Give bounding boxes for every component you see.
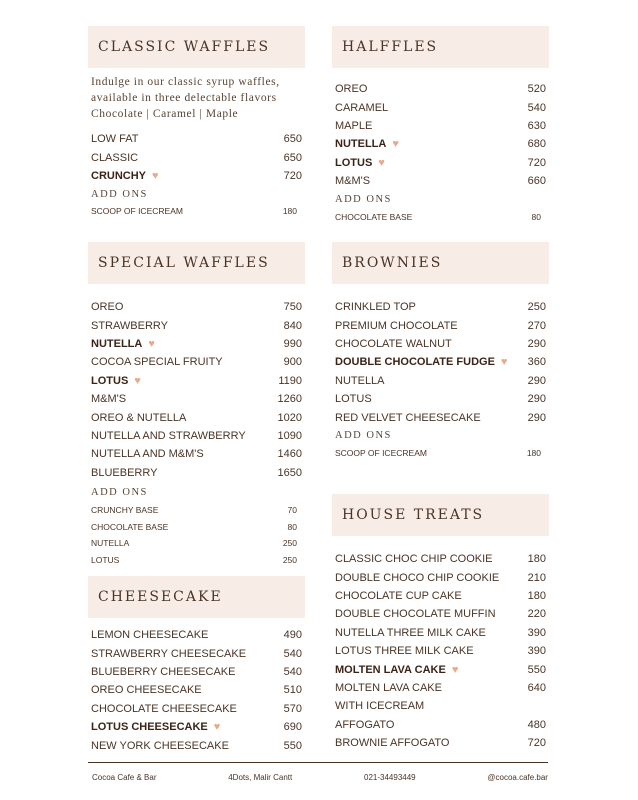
menu-item-label: M&M'S	[91, 393, 127, 406]
menu-item-name	[91, 684, 202, 696]
menu-item-label: COCOA SPECIAL FRUITY	[91, 356, 223, 369]
menu-item	[88, 736, 305, 754]
menu-item-label: OREO CHEESECAKE	[91, 684, 202, 697]
menu-item	[332, 298, 549, 316]
menu-item-label: BLUEBERRY	[91, 466, 158, 479]
heart-icon: ♥	[152, 169, 159, 182]
menu-item-price: 660	[527, 175, 546, 188]
menu-item-label: CHOCOLATE CUP CAKE	[335, 589, 462, 602]
menu-item	[88, 644, 305, 662]
menu-item-price: 540	[283, 665, 302, 678]
menu-item-name	[91, 393, 126, 405]
section-title: SPECIAL WAFFLES	[88, 242, 305, 284]
menu-item-label: LOTUS	[335, 156, 373, 169]
menu-item-name	[91, 412, 186, 424]
addon-item-name: LOTUS	[91, 554, 120, 565]
addon-item-name: NUTELLA	[91, 538, 130, 549]
menu-item-price: 900	[283, 356, 302, 369]
footer-phone: 021-34493449	[364, 773, 416, 782]
menu-item-name	[335, 375, 385, 387]
menu-item	[332, 605, 549, 623]
menu-item-price: 1650	[277, 466, 302, 479]
addons-label: ADD ONS	[335, 193, 392, 205]
menu-item	[88, 298, 305, 316]
menu-item-price: 210	[527, 571, 546, 584]
menu-item	[88, 372, 305, 390]
menu-item-price: 720	[283, 169, 302, 182]
menu-item-price: 270	[527, 319, 546, 332]
menu-item	[332, 697, 549, 715]
menu-item	[332, 642, 549, 660]
menu-item-label: M&M'S	[335, 175, 371, 188]
menu-item-name	[91, 648, 246, 660]
menu-item-price: 720	[527, 156, 546, 169]
menu-item	[332, 135, 549, 153]
menu-item	[332, 568, 549, 586]
section-classic-waffles	[88, 26, 305, 220]
menu-item-label: STRAWBERRY CHEESECAKE	[91, 647, 247, 660]
menu-item-label: NUTELLA	[91, 337, 143, 350]
menu-item-label: NUTELLA	[335, 374, 385, 387]
menu-item-label: OREO & NUTELLA	[91, 411, 187, 424]
menu-item-price: 840	[283, 319, 302, 332]
menu-item-label: DOUBLE CHOCO CHIP COOKIE	[335, 571, 500, 584]
menu-item-price: 630	[527, 119, 546, 132]
footer-cafe-name: Cocoa Cafe & Bar	[92, 773, 157, 782]
menu-item-name	[91, 338, 155, 350]
menu-item-price: 510	[283, 684, 302, 697]
menu-item-label: CLASSIC CHOC CHIP COOKIE	[335, 553, 493, 566]
menu-item	[332, 172, 549, 190]
menu-item	[332, 154, 549, 172]
menu-item-name	[335, 664, 458, 676]
heart-icon: ♥	[500, 356, 508, 369]
menu-item-label: NUTELLA AND STRAWBERRY	[91, 429, 246, 442]
menu-item-label: RED VELVET CHEESECAKE	[335, 411, 481, 424]
menu-item-label: LOTUS CHEESECAKE	[91, 721, 208, 734]
menu-item-label: DOUBLE CHOCOLATE MUFFIN	[335, 608, 496, 621]
menu-item-price: 480	[527, 718, 546, 731]
menu-item-price: 1090	[277, 429, 302, 442]
addon-item-price: 180	[526, 447, 541, 458]
menu-item	[88, 700, 305, 718]
menu-item-name	[335, 301, 416, 313]
menu-item-price: 720	[527, 737, 546, 750]
addons-label: ADD ONS	[91, 487, 148, 499]
menu-item-name	[335, 645, 474, 657]
footer-address: 4Dots, Malir Cantt	[228, 773, 293, 782]
addon-item-price: 250	[282, 554, 297, 565]
section-brownies	[332, 242, 549, 461]
heart-icon: ♥	[392, 138, 399, 151]
menu-item-price: 1190	[278, 374, 302, 387]
menu-item	[88, 316, 305, 334]
menu-item-name	[335, 120, 372, 132]
menu-item-label: MAPLE	[335, 119, 373, 132]
menu-item-name	[335, 157, 385, 169]
menu-item-name	[335, 175, 370, 187]
menu-item-price: 540	[283, 647, 302, 660]
menu-item	[332, 353, 549, 371]
menu-item-name	[335, 83, 367, 95]
menu-item-price: 690	[283, 721, 302, 734]
menu-item-label: CLASSIC	[91, 151, 139, 164]
menu-item-label: CHOCOLATE WALNUT	[335, 337, 452, 350]
section-title: CHEESECAKE	[88, 576, 305, 618]
menu-item-name	[91, 703, 237, 715]
menu-item-price: 640	[527, 681, 546, 694]
menu-item	[332, 734, 549, 752]
menu-item	[88, 390, 305, 408]
addon-item-price: 180	[282, 206, 297, 217]
addon-item-price: 80	[531, 211, 541, 222]
menu-item-label: MOLTEN LAVA CAKE	[335, 681, 442, 694]
addons-label: ADD ONS	[335, 430, 392, 442]
addon-item-name: SCOOP OF ICECREAM	[91, 206, 183, 217]
menu-item	[332, 624, 549, 642]
addon-item-price: 250	[282, 538, 297, 549]
menu-item	[332, 372, 549, 390]
menu-item-name	[335, 682, 442, 694]
section-description: Indulge in our classic syrup waffles, available in three delectable flavors Chocolate | Caramel | Maple	[91, 76, 280, 120]
menu-item-label: BROWNIE AFFOGATO	[335, 737, 450, 750]
menu-item-label: LOTUS	[91, 374, 129, 387]
menu-item-name	[91, 320, 168, 332]
menu-item-price: 750	[283, 301, 302, 314]
addon-item	[88, 502, 305, 519]
menu-item-name	[335, 572, 499, 584]
menu-item	[88, 408, 305, 426]
heart-icon: ♥	[378, 156, 385, 169]
menu-item-price: 1260	[277, 393, 302, 406]
addon-item	[88, 551, 305, 568]
menu-item-name	[91, 301, 123, 313]
menu-item-name	[335, 737, 450, 749]
addon-item	[332, 208, 549, 225]
menu-item	[88, 427, 305, 445]
menu-item-name	[335, 700, 424, 712]
menu-item-name	[335, 719, 395, 731]
left-column	[88, 26, 305, 752]
menu-item	[332, 316, 549, 334]
menu-item	[332, 716, 549, 734]
menu-item-label: AFFOGATO	[335, 718, 395, 731]
menu-item-label: DOUBLE CHOCOLATE FUDGE	[335, 356, 495, 369]
addon-item-name: CHOCOLATE BASE	[91, 521, 169, 532]
menu-item	[332, 550, 549, 568]
menu-item-name	[335, 393, 372, 405]
menu-item-price: 390	[527, 626, 546, 639]
section-special-waffles	[88, 242, 305, 568]
right-column	[332, 26, 549, 750]
menu-item-price: 990	[283, 337, 302, 350]
menu-item	[332, 408, 549, 426]
menu-item-name	[335, 412, 481, 424]
menu-item-price: 360	[527, 356, 546, 369]
menu-item-label: LOTUS	[335, 393, 372, 406]
menu-item-name	[91, 629, 208, 641]
section-cheesecake	[88, 576, 305, 755]
heart-icon: ♥	[148, 337, 155, 350]
menu-item-label: CRUNCHY	[91, 169, 146, 182]
menu-item-name	[335, 338, 452, 350]
footer	[92, 773, 548, 782]
menu-item	[332, 587, 549, 605]
heart-icon: ♥	[213, 721, 221, 734]
menu-item-name	[91, 721, 220, 733]
menu-item	[88, 626, 305, 644]
menu-item-label: MOLTEN LAVA CAKE	[335, 663, 446, 676]
footer-handle: @cocoa.cafe.bar	[487, 773, 548, 782]
menu-item-name	[91, 375, 141, 387]
addon-item-name: CHOCOLATE BASE	[335, 211, 413, 222]
menu-item	[332, 660, 549, 678]
menu-item-label: CHOCOLATE CHEESECAKE	[91, 702, 237, 715]
addon-item-price: 70	[287, 505, 297, 516]
menu-item	[332, 679, 549, 697]
menu-item-label: STRAWBERRY	[91, 319, 169, 332]
menu-item-label: CARAMEL	[335, 101, 389, 114]
menu-item-name	[335, 590, 462, 602]
menu-item	[332, 390, 549, 408]
menu-item-price: 1460	[277, 448, 302, 461]
menu-item-name	[335, 356, 507, 368]
section-halffles	[332, 26, 549, 225]
menu-item	[88, 445, 305, 463]
menu-item-price: 550	[527, 663, 546, 676]
menu-item-label: LOTUS THREE MILK CAKE	[335, 645, 474, 658]
menu-item-price: 540	[527, 101, 546, 114]
menu-item-price: 290	[527, 411, 546, 424]
menu-item	[88, 718, 305, 736]
addon-item-name: CRUNCHY BASE	[91, 505, 159, 516]
menu-item	[88, 464, 305, 482]
addon-item	[88, 518, 305, 535]
menu-item-label: NUTELLA AND M&M'S	[91, 448, 204, 461]
menu-item-name	[91, 467, 157, 479]
menu-item-price: 180	[527, 589, 546, 602]
section-title: BROWNIES	[332, 242, 549, 284]
menu-item-price: 650	[283, 151, 302, 164]
menu-item-label: LEMON CHEESECAKE	[91, 629, 209, 642]
menu-item-price: 550	[283, 739, 302, 752]
menu-item-name	[335, 608, 496, 620]
menu-item-name	[91, 448, 204, 460]
menu-item-price: 220	[527, 608, 546, 621]
section-title: HALFFLES	[332, 26, 549, 68]
menu-item-name	[335, 627, 486, 639]
menu-item-label: BLUEBERRY CHEESECAKE	[91, 665, 236, 678]
menu-item-label: WITH ICECREAM	[335, 700, 425, 713]
menu-item-name	[91, 740, 229, 752]
footer-divider	[88, 762, 548, 763]
menu-item-label: NUTELLA THREE MILK CAKE	[335, 626, 486, 639]
menu-item-price: 390	[527, 645, 546, 658]
addons-label: ADD ONS	[91, 188, 148, 200]
menu-item	[88, 148, 305, 166]
menu-item-price: 290	[527, 374, 546, 387]
menu-item	[88, 130, 305, 148]
menu-item-price: 490	[283, 629, 302, 642]
menu-item-label: OREO	[91, 301, 124, 314]
addon-item-price: 80	[287, 521, 297, 532]
menu-item-label: NEW YORK CHEESECAKE	[91, 739, 229, 752]
menu-item	[332, 98, 549, 116]
menu-item-name	[335, 553, 493, 565]
menu-item-name	[91, 152, 138, 164]
menu-item-name	[91, 666, 235, 678]
menu-item-label: OREO	[335, 83, 368, 96]
heart-icon: ♥	[134, 374, 141, 387]
menu-item-price: 180	[527, 553, 546, 566]
menu-item-price: 680	[527, 138, 546, 151]
menu-item	[88, 663, 305, 681]
menu-item-name	[91, 430, 246, 442]
menu-item-label: NUTELLA	[335, 138, 387, 151]
heart-icon: ♥	[451, 663, 459, 676]
menu-item	[332, 335, 549, 353]
menu-item-label: CRINKLED TOP	[335, 301, 416, 314]
menu-item-name	[335, 138, 399, 150]
menu-item-price: 250	[527, 301, 546, 314]
menu-item-name	[91, 133, 138, 145]
menu-item-price: 650	[283, 133, 302, 146]
menu-item-price: 1020	[277, 411, 302, 424]
section-title: HOUSE TREATS	[332, 494, 549, 536]
addon-item-name: SCOOP OF ICECREAM	[335, 447, 427, 458]
menu-item-name	[335, 320, 458, 332]
menu-item	[332, 117, 549, 135]
section-title: CLASSIC WAFFLES	[88, 26, 305, 68]
menu-item-name	[335, 102, 388, 114]
menu-item-label: LOW FAT	[91, 133, 139, 146]
menu-item-name	[91, 170, 159, 182]
addon-item	[332, 445, 549, 462]
menu-item-price: 290	[527, 393, 546, 406]
menu-item	[88, 353, 305, 371]
menu-item	[88, 681, 305, 699]
menu-item-price: 290	[527, 337, 546, 350]
menu-item-price: 570	[283, 702, 302, 715]
menu-item-name	[91, 356, 223, 368]
addon-item	[88, 203, 305, 220]
menu-item-price: 520	[527, 83, 546, 96]
addon-item	[88, 535, 305, 552]
menu-item	[88, 335, 305, 353]
menu-item-label: PREMIUM CHOCOLATE	[335, 319, 458, 332]
menu-item	[332, 80, 549, 98]
menu-item	[88, 167, 305, 185]
section-house-treats	[332, 494, 549, 752]
